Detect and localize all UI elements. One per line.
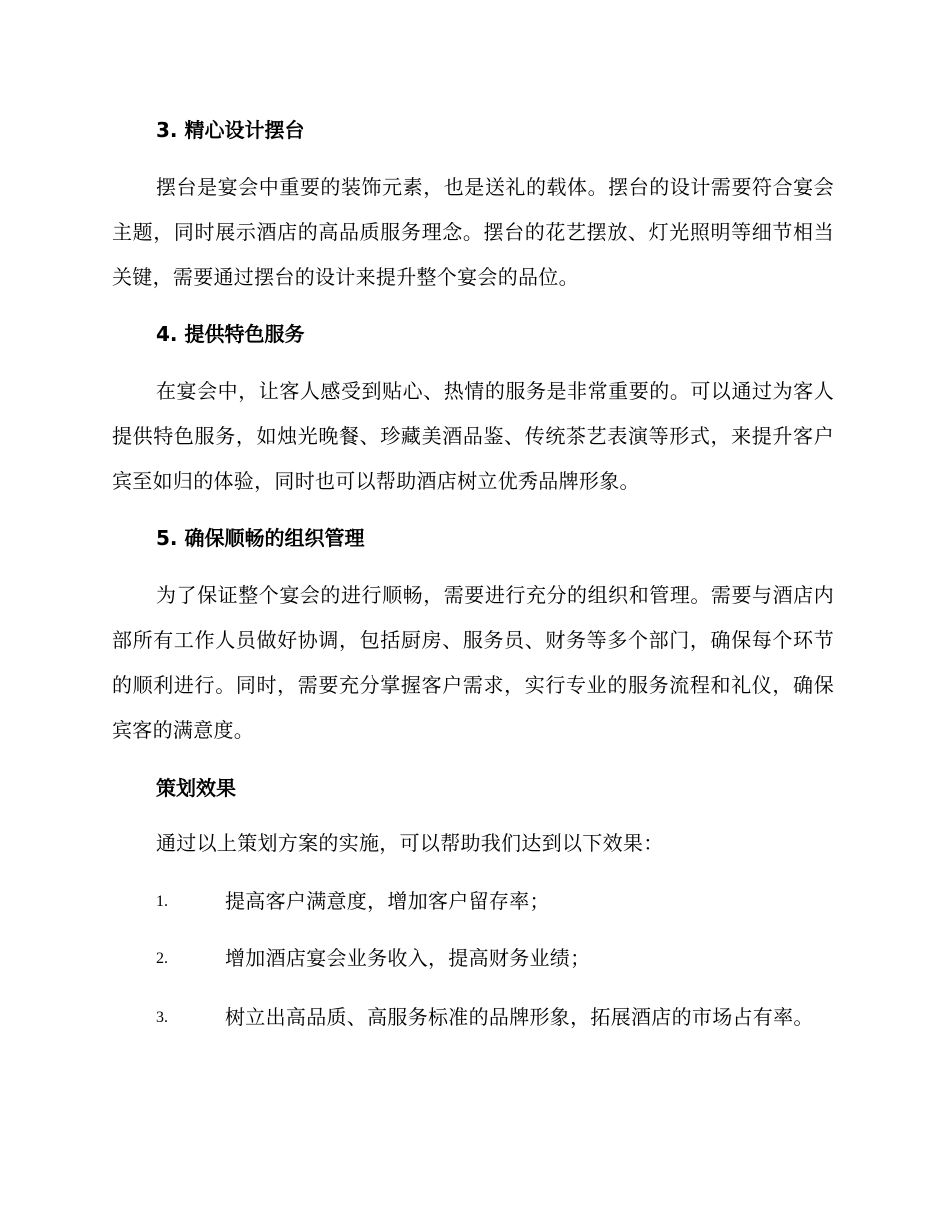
list-number: 2. (156, 950, 168, 967)
effects-heading: 策划效果 (156, 776, 236, 800)
list-text: 提高客户满意度，增加客户留存率； (225, 889, 550, 913)
list-text: 增加酒店宴会业务收入，提高财务业绩； (225, 946, 591, 970)
list-text: 树立出高品质、高服务标准的品牌形象，拓展酒店的市场占有率。 (225, 1005, 814, 1029)
effects-list-item-2 (112, 936, 834, 981)
list-number: 3. (156, 1009, 168, 1026)
effects-list-item-3 (112, 995, 834, 1040)
list-number: 1. (156, 893, 168, 910)
section-heading-4: 4. 提供特色服务 (156, 322, 305, 346)
section-paragraph-5: 为了保证整个宴会的进行顺畅，需要进行充分的组织和管理。需要与酒店内部所有工作人员做好协调，包括厨房、服务员、财务等多个部门，确保每个环节的顺利进行。同时，需要充分掌握客户需求，实行专业的服务流程和礼仪，确保宾客的满意度。 (112, 583, 834, 742)
section-heading-5: 5. 确保顺畅的组织管理 (156, 526, 365, 550)
section-paragraph-3: 摆台是宴会中重要的装饰元素，也是送礼的载体。摆台的设计需要符合宴会主题，同时展示酒店的高品质服务理念。摆台的花艺摆放、灯光照明等细节相当关键，需要通过摆台的设计来提升整个宴会的品位。 (112, 175, 834, 289)
effects-list-item-1 (112, 879, 834, 924)
effects-intro: 通过以上策划方案的实施，可以帮助我们达到以下效果： (156, 831, 664, 855)
section-paragraph-4: 在宴会中，让客人感受到贴心、热情的服务是非常重要的。可以通过为客人提供特色服务，如烛光晚餐、珍藏美酒品鉴、传统茶艺表演等形式，来提升客户宾至如归的体验，同时也可以帮助酒店树立优秀品牌形象。 (112, 379, 834, 493)
section-heading-3: 3. 精心设计摆台 (156, 118, 305, 142)
